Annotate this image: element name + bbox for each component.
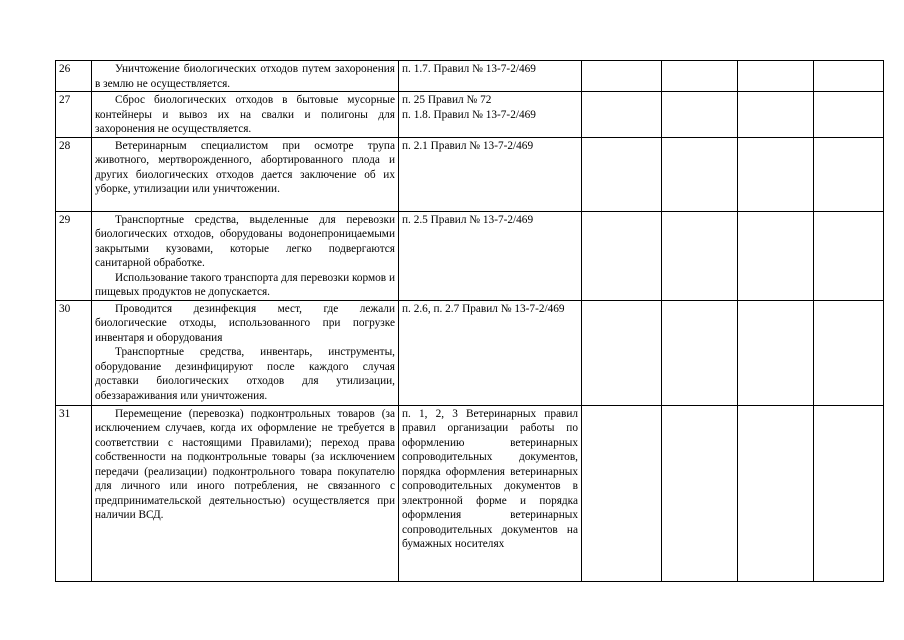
row-number: 27	[56, 92, 92, 138]
row-number: 29	[56, 211, 92, 300]
row-number: 31	[56, 405, 92, 581]
requirement-paragraph: Транспортные средства, выделенные для перевозки биологических отходов, оборудованы водонепроницаемыми закрытыми кузовами, которые легко подвергаются санитарной обработке.	[95, 213, 395, 269]
reference-cell	[399, 405, 582, 581]
empty-cell	[814, 92, 884, 138]
requirements-table	[55, 60, 884, 582]
empty-cell	[582, 211, 662, 300]
empty-cell	[738, 300, 814, 405]
empty-cell	[662, 137, 738, 211]
empty-cell	[738, 137, 814, 211]
requirement-cell	[92, 92, 399, 138]
reference-line: п. 1.7. Правил № 13-7-2/469	[402, 63, 536, 75]
requirement-paragraph: Сброс биологических отходов в бытовые мусорные контейнеры и вывоз их на свалки и полигоны для захоронения не осуществляется.	[95, 94, 395, 135]
empty-cell	[738, 61, 814, 92]
requirement-paragraph: Перемещение (перевозка) подконтрольных товаров (за исключением случаев, когда их оформление не требуется в соответствии с настоящими Правилами); переход права собственности на подконтрольные товары (за исключением передачи (реализации) подконтрольного товара покупателю для личного или иного потребления, не связанного с предпринимательской деятельностью) осуществляется при наличии ВСД.	[95, 407, 395, 521]
empty-cell	[662, 211, 738, 300]
empty-cell	[738, 405, 814, 581]
requirement-cell	[92, 211, 399, 300]
reference-cell	[399, 137, 582, 211]
requirement-paragraph: Использование такого транспорта для перевозки кормов и пищевых продуктов не допускается.	[95, 271, 395, 298]
empty-cell	[662, 300, 738, 405]
reference-cell	[399, 211, 582, 300]
reference-line: п. 1.8. Правил № 13-7-2/469	[402, 108, 536, 121]
reference-cell	[399, 300, 582, 405]
empty-cell	[582, 92, 662, 138]
table-body	[56, 61, 884, 582]
reference-cell	[399, 61, 582, 92]
table-row	[56, 300, 884, 405]
empty-cell	[814, 61, 884, 92]
reference-line: п. 25 Правил № 72	[402, 94, 492, 106]
empty-cell	[738, 92, 814, 138]
table-row	[56, 211, 884, 300]
requirement-paragraph: Ветеринарным специалистом при осмотре трупа животного, мертворожденного, абортированного плода и других биологических отходов дается заключение об их уборке, утилизации или уничтожении.	[95, 139, 395, 195]
reference-line: п. 1, 2, 3 Ветеринарных правил правил организации работы по оформлению ветеринарных сопроводительных документов, порядка оформления ветеринарных сопроводительных документов в электронной форме и порядка оформления ветеринарных сопроводительных документов на бумажных носителях	[402, 407, 578, 550]
row-number: 30	[56, 300, 92, 405]
table-row	[56, 137, 884, 211]
empty-cell	[582, 405, 662, 581]
requirement-cell	[92, 300, 399, 405]
empty-cell	[814, 211, 884, 300]
empty-cell	[814, 405, 884, 581]
empty-cell	[814, 300, 884, 405]
requirement-cell	[92, 405, 399, 581]
empty-cell	[814, 137, 884, 211]
requirement-cell	[92, 61, 399, 92]
empty-cell	[582, 61, 662, 92]
table-row	[56, 92, 884, 138]
requirement-paragraph: Транспортные средства, инвентарь, инструменты, оборудование дезинфицируют после каждого случая доставки биологических отходов для утилизации, обеззараживания или уничтожения.	[95, 346, 395, 402]
empty-cell	[582, 137, 662, 211]
row-number: 28	[56, 137, 92, 211]
reference-line: п. 2.6, п. 2.7 Правил № 13-7-2/469	[402, 302, 565, 315]
requirement-paragraph: Проводится дезинфекция мест, где лежали биологические отходы, использованного при погрузке инвентаря и оборудования	[95, 302, 395, 344]
table-row	[56, 405, 884, 581]
empty-cell	[662, 92, 738, 138]
empty-cell	[662, 405, 738, 581]
table-row	[56, 61, 884, 92]
requirement-paragraph: Уничтожение биологических отходов путем захоронения в землю не осуществляется.	[95, 63, 395, 90]
reference-line: п. 2.5 Правил № 13-7-2/469	[402, 213, 534, 226]
reference-cell	[399, 92, 582, 138]
empty-cell	[582, 300, 662, 405]
reference-line: п. 2.1 Правил № 13-7-2/469	[402, 139, 534, 152]
empty-cell	[662, 61, 738, 92]
requirement-cell	[92, 137, 399, 211]
row-number: 26	[56, 61, 92, 92]
empty-cell	[738, 211, 814, 300]
